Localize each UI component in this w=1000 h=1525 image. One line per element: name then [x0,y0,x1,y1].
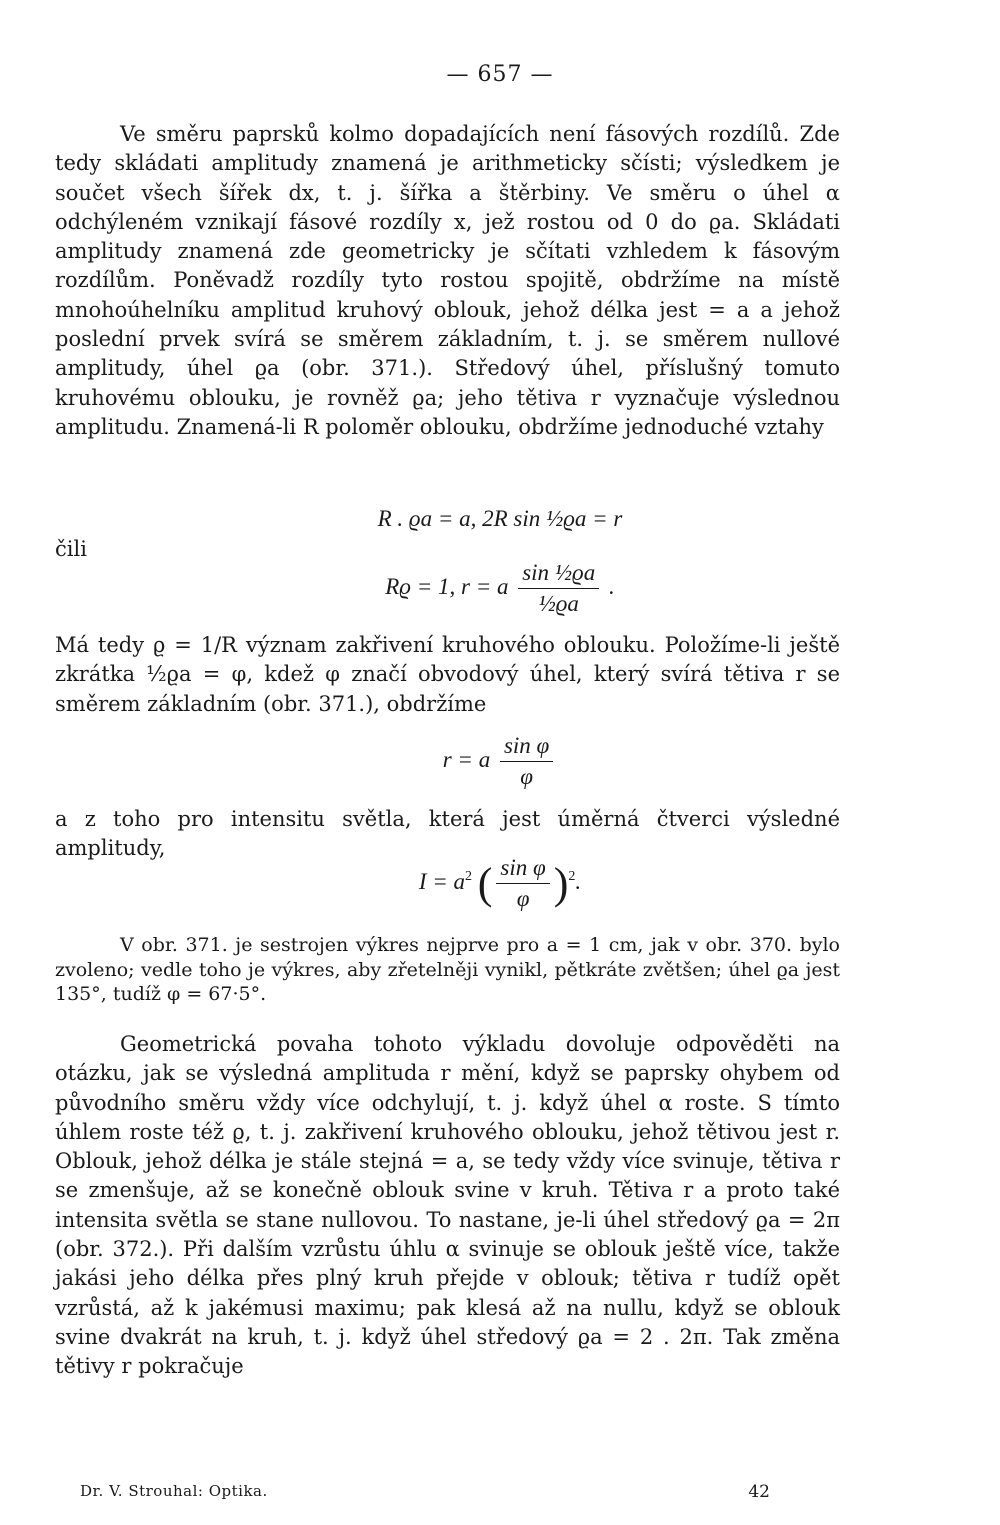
equation-3 [0,733,1000,790]
equation-1: R . ϱa = a, 2R sin ½ϱa = r [377,506,623,531]
equation-2-left: Rϱ = 1, r = a [385,573,509,599]
footer-author-title: Dr. V. Strouhal: Optika. [80,1482,268,1500]
equation-2-numerator: sin ½ϱa [522,560,596,585]
page-number: — 657 — [446,62,554,87]
equation-3-fraction [500,733,553,790]
equation-3-left: r = a [442,746,491,772]
equation-4-close-paren: ) [553,859,569,908]
paragraph-4: V obr. 371. je sestrojen výkres nejprve pro a = 1 cm, jak v obr. 370. bylo zvoleno; vedle toho je výkres, aby zřetelněji vynikl, pětkráte zvětšen; úhel ϱa jest 135°, tudíž φ = 67·5°. [55,934,840,1005]
footer-signature-number: 42 [748,1482,770,1502]
paragraph-2: Má tedy ϱ = 1/R význam zakřivení kruhového oblouku. Položíme-li ještě zkrátka ½ϱa = φ, kdež φ značí obvodový úhel, který svírá tětiva r se směrem základním (obr. 371.), obdržíme [55,633,840,716]
equation-2-denominator: ½ϱa [518,588,599,617]
equation-4-square: 2 [465,869,473,885]
cili-label: čili [55,537,87,561]
equation-3-numerator: sin φ [503,733,550,758]
equation-4-end: . [575,868,582,894]
equation-4-denominator: φ [496,883,549,912]
equation-4-left: I = a [418,868,466,894]
equation-2-end: . [608,573,615,599]
equation-4 [0,855,1000,912]
paragraph-1: Ve směru paprsků kolmo dopadajících není fásových rozdílů. Zde tedy skládati amplitudy znamená je arithmeticky sčísti; výsledkem je součet všech šířek dx, t. j. šířka a štěrbiny. Ve směru o úhel α odchýleném vznikají fásové rozdíly x, jež rostou od 0 do ϱa. Skládati amplitudy znamená zde geometricky je sčítati vzhledem k fásovým rozdílům. Poněvadž rozdíly tyto rostou spojitě, obdržíme na místě mnohoúhelníku amplitud kruhový oblouk, jehož délka jest = a a jehož poslední prvek svírá se směrem základním, t. j. se směrem nullové amplitudy, úhel ϱa (obr. 371.). Středový úhel, příslušný tomuto kruhovému oblouku, je rovněž ϱa; jeho tětiva r vyznačuje výslednou amplitudu. Znamená-li R poloměr oblouku, obdržíme jednoduché vztahy [55,122,840,439]
equation-4-numerator: sin φ [500,855,546,880]
paragraph-5: Geometrická povaha tohoto výkladu dovoluje odpověděti na otázku, jak se výsledná amplituda r mění, když se paprsky ohybem od původního směru vždy více odchylují, t. j. když úhel α roste. S tímto úhlem roste též ϱ, t. j. zakřivení kruhového oblouku, jehož tětivou jest r. Oblouk, jehož délka je stále stejná = a, se tedy vždy více svinuje, tětiva r se zmenšuje, až se konečně oblouk svine v kruh. Tětiva r a proto také intensita světla se stane nullovou. To nastane, je-li úhel středový ϱa = 2π (obr. 372.). Při dalším vzrůstu úhlu α svinuje se oblouk ještě více, takže jakási jeho délka přes plný kruh přejde v oblouk; tětiva r tudíž opět vzrůstá, až k jakémusi maximu; pak klesá až na nullu, když se oblouk svine dvakrát na kruh, t. j. když úhel středový ϱa = 2 . 2π. Tak změna tětivy r pokračuje [55,1032,840,1379]
equation-4-open-paren: ( [477,859,493,908]
equation-2 [0,560,1000,617]
equation-4-fraction [496,855,549,912]
equation-3-denominator: φ [500,761,553,790]
paragraph-3: a z toho pro intensitu světla, která jest úměrná čtverci výsledné amplitudy, [55,807,840,861]
equation-2-fraction [518,560,599,617]
equation-4-exponent: 2 [568,869,576,885]
